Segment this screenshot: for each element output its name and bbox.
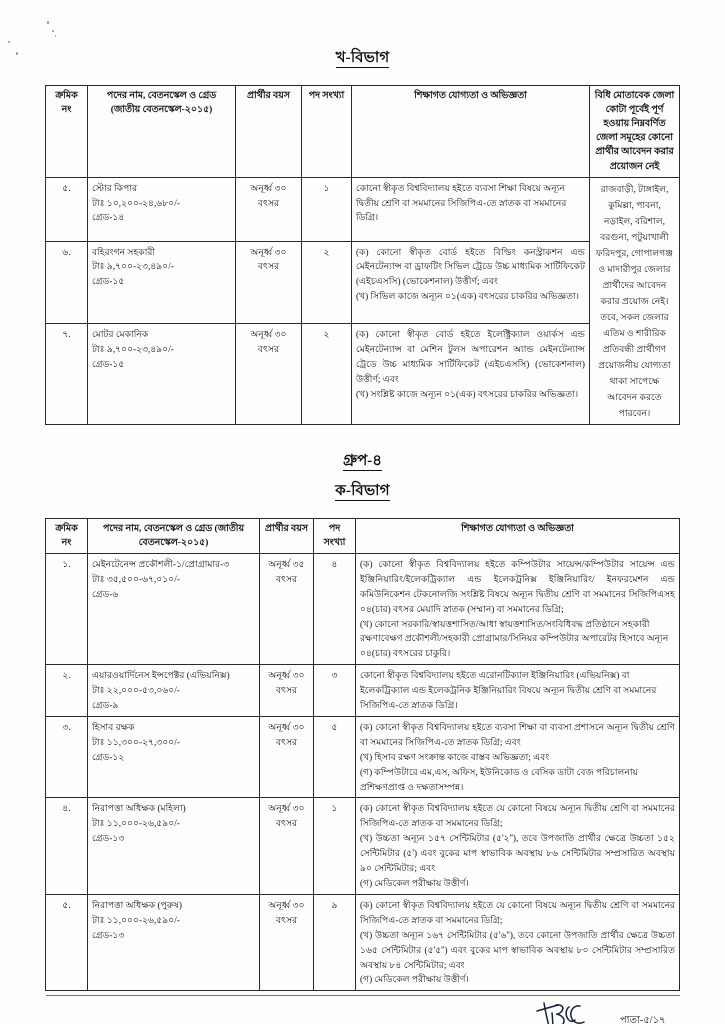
cell-age: অনূর্ধ্ব ৩০ বৎসর — [236, 323, 302, 424]
cell-sl: ৫. — [46, 894, 88, 990]
table-row — [46, 241, 680, 323]
qualification-line: (গ) মেডিকেল পরীক্ষায় উত্তীর্ণ। — [360, 974, 469, 985]
cell-qualification — [352, 241, 590, 323]
cell-age: অনূর্ধ্ব ৩৫ বৎসর — [260, 553, 314, 664]
section-title-kha-text: খ-বিভাগ — [335, 50, 390, 66]
post-grade: গ্রেড-৯ — [92, 700, 119, 711]
cell-post — [88, 553, 260, 664]
qualification-line: (ক) কোনো স্বীকৃত বিশ্ববিদ্যালয় হইতে যে কোনো বিষয়ে অন্যূন দ্বিতীয় শ্রেণি বা সমমানের সিজিপিএ-তে স্নাতক বা সমমানের ডিগ্রি; — [360, 899, 675, 925]
scan-speckle — [16, 52, 18, 55]
header-qualification: শিক্ষাগত যোগ্যতা ও অভিজ্ঞতা — [356, 518, 680, 553]
post-grade: গ্রেড-১২ — [92, 751, 125, 762]
cell-vacancy: ১ — [302, 177, 352, 241]
cell-vacancy: ২ — [302, 241, 352, 323]
section-title-kha — [0, 46, 725, 71]
header-age: প্রার্থীর বয়স — [260, 518, 314, 553]
post-scale: টাঃ ১১,০০০-২৬,৫৯০/- — [92, 914, 180, 925]
qualification-line: (খ) কোনো সরকারি/স্বায়ত্তশাসিত/আধা স্বায়ত্তশাসিত/সংবিধিবদ্ধ প্রতিষ্ঠানে সহকারী রক্ষণাবেক্ষণ প্রকৌশলী/সহকারী প্রোগ্রামার/সিনিয়র কম্পিউটার অপারেটর হিসাবে অন্যূন ০৪(চার) বৎসরের চাকুরি। — [360, 618, 669, 659]
post-scale: টাঃ ৯,৭০০-২৩,৪৯০/- — [92, 261, 174, 272]
qualification-line: (ক) কোনো স্বীকৃত বোর্ড হইতে বিল্ডিং কনস্ট্রাকশন এন্ড মেইনটেন্যান্স বা ড্রাফটিং সিভিল ট্রেডে উচ্চ মাধ্যমিক সার্টিফিকেট (এইচএসসি) (ভোকেশনাল) উত্তীর্ণ; এবং — [356, 246, 585, 287]
cell-age: অনূর্ধ্ব ৩০ বৎসর — [260, 894, 314, 990]
post-scale: টাঃ ৯,৭০০-২৩,৪৯০/- — [92, 343, 174, 354]
qualification-line: কোনো স্বীকৃত বিশ্ববিদ্যালয় হইতে ব্যবসা শিক্ষা বিষয়ে অন্যূন দ্বিতীয় শ্রেণি বা সমমানের সিজিপিএ-তে স্নাতক বা সমমানের ডিগ্রি। — [356, 182, 567, 223]
table-row — [46, 177, 680, 241]
qualification-line: (খ) উচ্চতা অন্যূন ১৬৭ সেন্টিমিটার (৫'৬''), তবে কোনো উপজাতি প্রার্থীর ক্ষেত্রে উচ্চতা ১৬৫ সেন্টিমিটার (৫'৫'') এবং বুকের মাপ স্বাভাবিক অবস্থায় ৮০ সেন্টিমিটার সম্প্রসারিত অবস্থায় ৮৪ সেন্টিমিটার; এবং — [360, 929, 675, 970]
table-group4-ka — [45, 518, 680, 992]
cell-age: অনূর্ধ্ব ৩০ বৎসর — [260, 716, 314, 798]
section-title-ka-text: ক-বিভাগ — [335, 482, 390, 499]
cell-sl: ১. — [46, 553, 88, 664]
cell-qualification — [356, 894, 680, 990]
qualification-line: (খ) উচ্চতা অন্যূন ১৫৭ সেন্টিমিটার (৫'২''), তবে উপজাতি প্রার্থীর ক্ষেত্রে উচ্চতা ১৫২ সেন্টিমিটার (৫') এবং বুকের মাপ স্বাভাবিক অবস্থায় ৮৬ সেন্টিমিটার সম্প্রসারিত অবস্থায় ৯০ সেন্টিমিটার; এবং — [360, 833, 675, 874]
cell-post — [88, 177, 236, 241]
cell-sl: ৪. — [46, 798, 88, 894]
post-name: স্টোর কিপার — [92, 182, 138, 193]
post-scale: টাঃ ১০,২০০-২৪,৬৮০/- — [92, 197, 180, 208]
header-sl: ক্রমিক নং — [46, 86, 88, 178]
cell-vacancy: ৫ — [314, 716, 356, 798]
scan-speckle — [55, 35, 56, 37]
section-title-ka — [0, 479, 725, 504]
table-header-row — [46, 518, 680, 553]
post-grade: গ্রেড-১৫ — [92, 358, 125, 369]
header-sl: ক্রমিক নং — [46, 518, 88, 553]
qualification-line: কোনো স্বীকৃত বিশ্ববিদ্যালয় হইতে এরোনটিক্যাল ইঞ্জিনিয়ারিং (এভিয়নিক্স) বা ইলেকট্রিক্যাল এন্ড ইলেকট্রনিক ইঞ্জিনিয়ারিং বিষয়ে অন্যূন দ্বিতীয় শ্রেণি বা সমমানের সিজিপিএ-তে স্নাতক ডিগ্রি। — [360, 670, 657, 711]
post-scale: টাঃ ১১,৩০০-২৭,৩০০/- — [92, 736, 180, 747]
header-vacancy: পদ সংখ্যা — [314, 518, 356, 553]
cell-post — [88, 894, 260, 990]
page-footer — [46, 991, 680, 1024]
post-name: নিরাপত্তা অধিক্ষক (মহিলা) — [92, 803, 186, 814]
post-grade: গ্রেড-৬ — [92, 588, 119, 599]
qualification-line: (ক) কোনো স্বীকৃত বিশ্ববিদ্যালয় হইতে যে কোনো বিষয়ে অন্যূন দ্বিতীয় শ্রেণি বা সমমানের সিজিপিএ-তে স্নাতক বা সমমানের ডিগ্রি; — [360, 803, 675, 829]
table-row — [46, 798, 680, 894]
page-number: পাতা-৫/১৭ — [619, 1015, 666, 1024]
cell-qualification — [356, 553, 680, 664]
cell-sl: ২. — [46, 665, 88, 717]
scan-speckle — [47, 21, 49, 24]
post-scale: টাঃ ৩৫,৫০০-৬৭,০১০/- — [92, 573, 180, 584]
qualification-line: (ক) কোনো স্বীকৃত বোর্ড হইতে ইলেক্ট্রিক্যাল ওয়ার্কস এন্ড মেইনটেন্যান্স বা মেশিন টুলস অপারেশন অ্যান্ড মেইনটেন্যান্স ট্রেডে উচ্চ মাধ্যমিক সার্টিফিকেট (এইচএসসি) (ভোকেশনাল) উত্তীর্ণ; এবং — [356, 328, 585, 384]
table-row — [46, 323, 680, 424]
cell-qualification — [356, 716, 680, 798]
post-grade: গ্রেড-১৪ — [92, 212, 125, 223]
cell-district-note: রাজবাড়ী, টাঙ্গাইল, কুমিল্লা, পাবনা, নড়াইল, বরিশাল, বরগুনা, পটুয়াখালী ফরিদপুর, গোপালগঞ্জ ও মাদারীপুর জেলার প্রার্থীদের আবেদন করার প্রয়োজ নেই। তবে, সকল জেলার এতিম ও শারীরিক প্রতিবন্ধী প্রার্থীগণ প্রয়োজনীয় যোগ্যতা থাকা সাপেক্ষে আবেদন করতে পারবেন। — [590, 177, 680, 424]
cell-vacancy: ৯ — [314, 894, 356, 990]
group-title-4-text: গ্রুপ-৪ — [342, 452, 383, 469]
table-row — [46, 716, 680, 798]
cell-sl: ৬. — [46, 241, 88, 323]
qualification-line: (গ) মেডিকেল পরীক্ষায় উত্তীর্ণ। — [360, 878, 469, 888]
cell-vacancy: ৩ — [314, 665, 356, 717]
post-grade: গ্রেড-১৩ — [92, 929, 125, 940]
cell-sl: ৭. — [46, 323, 88, 424]
cell-age: অনূর্ধ্ব ৩০ বৎসর — [236, 177, 302, 241]
scan-speckle — [8, 41, 10, 43]
cell-qualification — [352, 177, 590, 241]
cell-post — [88, 798, 260, 894]
cell-vacancy: ৪ — [314, 553, 356, 664]
post-name: মেইনটেনেন্স প্রকৌশলী-১/প্রোগ্রামার-৩ — [92, 558, 230, 569]
post-name: নিরাপত্তা অধিক্ষক (পুরুষ) — [92, 899, 182, 910]
cell-post — [88, 716, 260, 798]
cell-post — [88, 665, 260, 717]
post-name: বহিরংগন সহকারী — [92, 246, 156, 257]
scan-speckle — [52, 30, 54, 32]
cell-sl: ৫. — [46, 177, 88, 241]
cell-post — [88, 241, 236, 323]
post-name: হিসাব রক্ষক — [92, 721, 135, 732]
footer-divider — [46, 995, 680, 996]
header-district-quota: বিধি মোতাবেক জেলা কোটা পূর্বেই পূর্ণ হওয়ায় নিম্নবর্ণিত জেলা সমূহের কোনো প্রার্থীর আবেদন করার প্রয়োজন নেই — [590, 86, 680, 178]
header-vacancy: পদ সংখ্যা — [302, 86, 352, 178]
table-header-row — [46, 86, 680, 178]
cell-qualification — [356, 798, 680, 894]
table-row — [46, 553, 680, 664]
signature-mark — [536, 999, 602, 1024]
cell-qualification — [352, 323, 590, 424]
header-qualification: শিক্ষাগত যোগ্যতা ও অভিজ্ঞতা — [352, 86, 590, 178]
cell-vacancy: ১ — [314, 798, 356, 894]
cell-age: অনূর্ধ্ব ৩০ বৎসর — [236, 241, 302, 323]
post-scale: টাঃ ২২,০০০-৫৩,০৬০/- — [92, 685, 180, 696]
qualification-line: (ক) কোনো স্বীকৃত বিশ্ববিদ্যালয় হইতে ব্যবসা শিক্ষা বা ব্যবসা প্রশাসনে অন্যূন দ্বিতীয় শ্রেণি বা সমমানের সিজিপিএ-তে স্নাতক ডিগ্রি; এবং — [360, 721, 675, 747]
cell-sl: ৩. — [46, 716, 88, 798]
cell-qualification — [356, 665, 680, 717]
cell-post — [88, 323, 236, 424]
table-row — [46, 665, 680, 717]
header-post: পদের নাম, বেতনস্কেল ও গ্রেড (জাতীয় বেতনস্কেল-২০১৫) — [88, 86, 236, 178]
cell-vacancy: ২ — [302, 323, 352, 424]
header-age: প্রার্থীর বয়স — [236, 86, 302, 178]
qualification-line: (খ) সিভিল কাজে অন্যূন ০১(এক) বৎসরের চাকরির অভিজ্ঞতা। — [356, 291, 580, 302]
post-name: এয়ারওয়ার্দিনেস ইন্সপেক্টর (এভিয়নিক্স) — [92, 670, 230, 681]
table-section-kha — [45, 85, 680, 425]
post-grade: গ্রেড-১৫ — [92, 276, 125, 287]
cell-age: অনূর্ধ্ব ৩০ বৎসর — [260, 665, 314, 717]
qualification-line: (খ) হিসাব রক্ষণ সংক্রান্ত কাজে বাস্তব অভিজ্ঞতা; এবং — [360, 751, 550, 762]
qualification-line: (গ) কম্পিউটারে এম,এস, অফিস, ইউনিকোড ও বেসিক ডাটা বেজ পরিচালনায় প্রশিক্ষণপ্রাপ্ত ও দক্ষতাসম্পন্ন। — [360, 766, 638, 792]
qualification-line: (ক) কোনো স্বীকৃত বিশ্ববিদ্যালয় হইতে কম্পিউটার সায়েন্স/কম্পিউটার সায়েন্স এন্ড ইঞ্জিনিয়ারিং/ইলেকট্রিক্যাল এন্ড ইলেকট্রনিক্স ইঞ্জিনিয়ারিং/ ইনফরমেশন এন্ড কমিউনিকেশন টেকনোলজি সংশ্লিষ্ট বিষয়ে অন্যূন দ্বিতীয় শ্রেণি বা সমমানের সিজিপিএসহ ০৪(চার) বৎসর মেয়াদি স্নাতক (সম্মান) বা সমমানের ডিগ্রি; — [360, 558, 675, 614]
header-post: পদের নাম, বেতনস্কেল ও গ্রেড (জাতীয় বেতনস্কেল-২০১৫) — [88, 518, 260, 553]
table-row — [46, 894, 680, 990]
group-title-4 — [0, 449, 725, 474]
post-scale: টাঃ ১১,০০০-২৬,৫৯০/- — [92, 818, 180, 829]
post-grade: গ্রেড-১৩ — [92, 833, 125, 844]
post-name: মোটর মেকানিক — [92, 328, 149, 339]
cell-age: অনূর্ধ্ব ৩০ বৎসর — [260, 798, 314, 894]
qualification-line: (খ) সংশ্লিষ্ট কাজে অন্যূন ০১(এক) বৎসরের চাকরির অভিজ্ঞতা। — [356, 388, 579, 399]
